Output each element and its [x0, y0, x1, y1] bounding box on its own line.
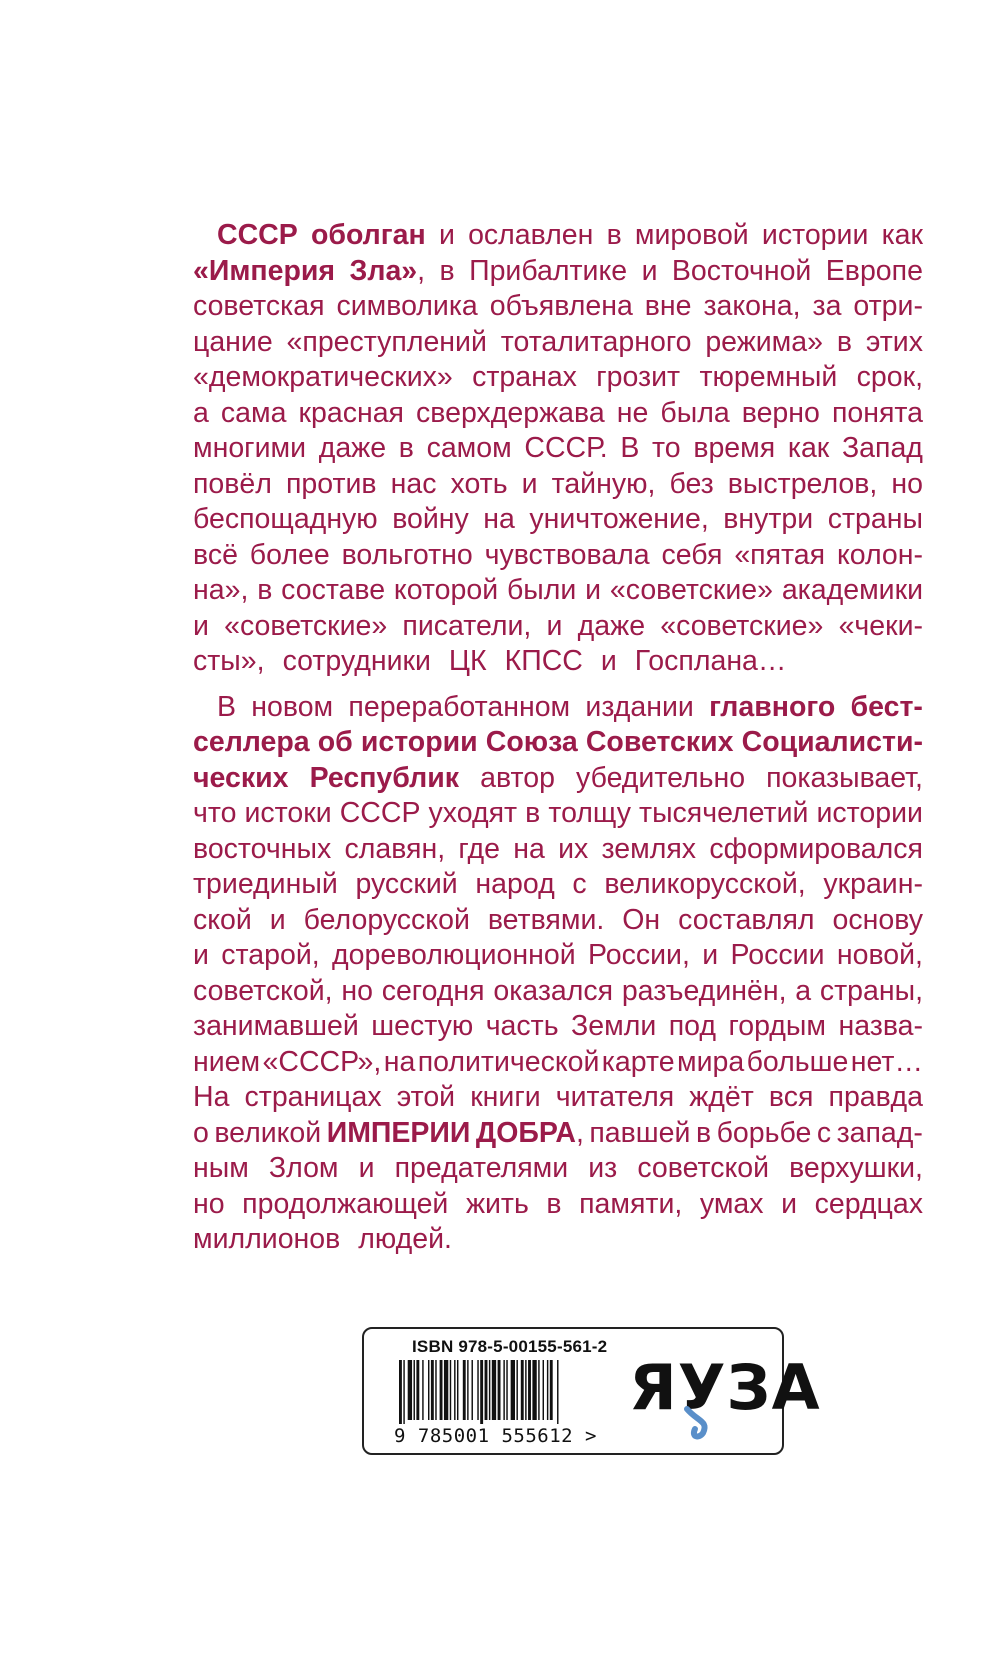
- text-line: [193, 467, 923, 503]
- word: В: [620, 432, 640, 464]
- word: в: [439, 254, 455, 287]
- word: оболган: [310, 219, 426, 251]
- barcode-bar: [485, 1360, 488, 1420]
- text-line: [193, 254, 923, 290]
- barcode-bar: [532, 1360, 536, 1420]
- word: тысячелетий: [639, 797, 809, 829]
- word: нет…: [850, 1045, 923, 1078]
- word: ждёт: [689, 1081, 754, 1113]
- text-line: [193, 289, 923, 325]
- word: режима»: [705, 325, 823, 358]
- word: и: [521, 467, 538, 500]
- word: умах: [699, 1187, 764, 1220]
- barcode-bar: [525, 1360, 526, 1420]
- word: советской: [637, 1152, 770, 1184]
- word: многими: [193, 432, 307, 464]
- word: советская: [193, 290, 325, 322]
- word: в: [606, 219, 622, 251]
- word: ческих: [193, 761, 289, 794]
- barcode-bar: [472, 1360, 473, 1420]
- barcode-bar: [444, 1360, 448, 1420]
- word: шестую: [371, 1010, 474, 1042]
- word: На: [193, 1081, 230, 1113]
- word: «советские»: [609, 574, 773, 606]
- word: хоть: [450, 467, 508, 500]
- word: за: [812, 290, 842, 322]
- word: Социалисти-: [741, 726, 923, 758]
- word: «демократических»: [193, 361, 453, 393]
- word: сотрудники: [282, 645, 431, 677]
- word: самом: [426, 432, 512, 464]
- text-line: [193, 360, 923, 396]
- word: «преступлений: [286, 325, 487, 358]
- word: срок,: [856, 361, 923, 393]
- word: часть: [485, 1010, 559, 1042]
- word: повёл: [193, 467, 272, 500]
- word: из: [588, 1152, 618, 1184]
- barcode-bar: [516, 1360, 517, 1420]
- word: карте: [601, 1045, 675, 1078]
- barcode-bar: [543, 1360, 544, 1420]
- word: советской,: [193, 974, 333, 1007]
- word: страницах: [244, 1081, 382, 1113]
- word: вся: [768, 1081, 814, 1113]
- text-line: [193, 832, 923, 868]
- word: дореволюционной: [332, 939, 576, 971]
- word: России: [730, 939, 825, 971]
- word: в: [836, 325, 852, 358]
- word: ветвями.: [487, 903, 605, 936]
- word: украин-: [823, 868, 923, 900]
- word: колон-: [836, 538, 923, 571]
- word: тайную,: [551, 467, 656, 500]
- word: «чеки-: [838, 609, 923, 642]
- word: и: [781, 1187, 798, 1220]
- barcode-bar: [403, 1360, 404, 1424]
- word: Злом: [268, 1152, 339, 1184]
- text-line: [193, 502, 923, 538]
- word: то: [652, 432, 681, 464]
- paragraph-2: [193, 690, 923, 1258]
- word: мира: [676, 1045, 745, 1078]
- text-line: [193, 396, 923, 432]
- word: без: [669, 467, 714, 500]
- word: Восточной: [671, 254, 812, 287]
- word: издании: [585, 690, 694, 723]
- barcode-bar: [450, 1360, 451, 1420]
- word: триединый: [193, 868, 338, 900]
- word: мировой: [634, 219, 749, 251]
- word: борьбе: [716, 1116, 812, 1149]
- barcode-bar: [492, 1360, 496, 1420]
- word: были: [506, 574, 577, 606]
- word: составлял: [678, 903, 815, 936]
- word: «советские»: [660, 609, 824, 642]
- word: продолжающей: [242, 1187, 449, 1220]
- word: русский: [355, 868, 458, 900]
- word: академики: [781, 574, 923, 606]
- word: и: [641, 254, 658, 287]
- word: цание: [193, 325, 273, 358]
- word: сты»,: [193, 645, 265, 677]
- barcode-bar: [414, 1360, 415, 1420]
- word: в: [398, 432, 414, 464]
- word: бест-: [850, 690, 923, 723]
- barcode-sticker: [362, 1327, 821, 1455]
- word: а: [193, 396, 209, 429]
- word: красная: [298, 396, 404, 429]
- word: под: [668, 1010, 717, 1042]
- word: и: [585, 574, 602, 606]
- word: Он: [622, 903, 661, 936]
- word: «СССР»,: [262, 1045, 382, 1078]
- word: жить: [465, 1187, 529, 1220]
- word: в: [257, 574, 273, 606]
- word: назва-: [838, 1010, 923, 1042]
- word: этой: [396, 1081, 456, 1113]
- word: СССР.: [524, 432, 608, 464]
- word: которой: [393, 574, 499, 606]
- text-line: [193, 761, 923, 797]
- word: старой,: [221, 939, 320, 971]
- word: на: [383, 1045, 416, 1078]
- text-line: [193, 1116, 923, 1152]
- word: истории: [360, 726, 478, 758]
- word: вольготно: [341, 538, 473, 571]
- word: новом: [251, 690, 334, 723]
- word: выстрелов,: [727, 467, 878, 500]
- barcode-bar: [416, 1360, 419, 1420]
- text-line: [193, 690, 923, 726]
- word: беспощадную: [193, 503, 378, 535]
- word: отри-: [853, 290, 923, 322]
- word: но: [341, 974, 373, 1007]
- barcode-bar: [557, 1360, 558, 1424]
- word: селлера: [193, 726, 310, 758]
- text-line: [193, 644, 923, 680]
- word: уничтожение,: [529, 503, 709, 535]
- word: верхушки,: [789, 1152, 923, 1184]
- word: и: [546, 609, 563, 642]
- word: землях: [601, 832, 697, 865]
- barcode-bar: [435, 1360, 436, 1420]
- word: как: [787, 432, 830, 464]
- word: оказался: [493, 974, 614, 1007]
- word: но: [193, 1187, 225, 1220]
- word: сама: [220, 396, 287, 429]
- word: сформировался: [709, 832, 923, 865]
- word: против: [285, 467, 377, 500]
- word: внутри: [723, 503, 814, 535]
- isbn-label: ISBN 978-5-00155-561-2: [412, 1337, 608, 1356]
- word: и: [702, 939, 719, 971]
- word: тоталитарного: [500, 325, 692, 358]
- word: сегодня: [381, 974, 485, 1007]
- barcode-bar: [477, 1360, 478, 1420]
- word: даже: [318, 432, 387, 464]
- word: книги: [470, 1081, 541, 1113]
- text-line: [193, 938, 923, 974]
- word: правда: [828, 1081, 923, 1113]
- word: ным: [193, 1152, 249, 1184]
- word: и: [358, 1152, 375, 1184]
- word: понята: [831, 396, 923, 429]
- word: составе: [281, 574, 386, 606]
- barcode-digits: 9 785001 555612 >: [394, 1425, 597, 1447]
- word: ИМПЕРИИ: [326, 1116, 471, 1149]
- word: уходят: [428, 797, 518, 829]
- text-line: [193, 1045, 923, 1081]
- barcode-bar: [528, 1360, 531, 1420]
- wave-icon: [629, 1351, 769, 1441]
- word: белорусской: [303, 903, 470, 936]
- word: ославлен: [468, 219, 594, 251]
- barcode-bar: [408, 1360, 412, 1420]
- word: Европе: [825, 254, 923, 287]
- word: на: [483, 503, 515, 535]
- word: Прибалтике: [469, 254, 628, 287]
- word: и: [269, 903, 286, 936]
- word: миллионов: [193, 1223, 341, 1255]
- word: но: [891, 467, 923, 500]
- barcode-bar: [503, 1360, 504, 1420]
- word: В: [217, 690, 237, 723]
- text-line: [193, 431, 923, 467]
- text-line: [193, 1222, 923, 1258]
- word: тюремный: [699, 361, 838, 393]
- word: России,: [588, 939, 690, 971]
- word: Зла»,: [349, 254, 426, 287]
- word: толщу: [548, 797, 631, 829]
- word: в: [546, 1187, 562, 1220]
- word: и: [600, 645, 617, 677]
- word: верно: [741, 396, 820, 429]
- word: занимавшей: [193, 1010, 359, 1042]
- word: нием: [193, 1045, 261, 1078]
- word: на: [513, 832, 545, 865]
- word: вне: [644, 290, 692, 322]
- word: ской: [193, 903, 252, 936]
- barcode-bar: [511, 1360, 515, 1420]
- word: убедительно: [576, 761, 746, 794]
- word: и: [193, 939, 209, 971]
- barcode-bar: [431, 1360, 434, 1420]
- publisher-logo: [629, 1351, 821, 1441]
- word: предателями: [394, 1152, 569, 1184]
- word: ЦК: [448, 645, 487, 677]
- barcode-bar: [521, 1360, 524, 1420]
- word: читателя: [555, 1081, 675, 1113]
- barcode-bar: [457, 1360, 458, 1420]
- barcode-icon: [399, 1360, 599, 1424]
- text-line: [193, 1187, 923, 1223]
- word: символика: [336, 290, 478, 322]
- word: сердцах: [814, 1187, 923, 1220]
- text-line: [193, 1009, 923, 1045]
- word: этих: [865, 325, 923, 358]
- barcode-bar: [399, 1360, 402, 1424]
- word: Земли: [571, 1010, 657, 1042]
- word: более: [249, 538, 330, 571]
- text-line: [193, 573, 923, 609]
- word: СССР: [339, 797, 421, 829]
- word: чувствовала: [484, 538, 650, 571]
- word: показывает,: [766, 761, 923, 794]
- text-line: [193, 609, 923, 645]
- word: автор: [480, 761, 555, 794]
- word: славян,: [344, 832, 446, 865]
- word: основу: [832, 903, 923, 936]
- text-line: [193, 218, 923, 254]
- barcode-bar: [547, 1360, 548, 1420]
- word: закона,: [703, 290, 801, 322]
- word: где: [458, 832, 500, 865]
- word: Советских: [585, 726, 734, 758]
- word: страны: [827, 503, 923, 535]
- barcode-bar: [428, 1360, 429, 1420]
- word: нас: [390, 467, 437, 500]
- word: гордым: [728, 1010, 827, 1042]
- word: писатели,: [402, 609, 532, 642]
- barcode-bar: [480, 1360, 483, 1424]
- text-line: [193, 796, 923, 832]
- barcode-bar: [538, 1360, 539, 1420]
- word: была: [660, 396, 730, 429]
- text-line: [193, 325, 923, 361]
- word: «Империя: [193, 254, 336, 287]
- barcode-bar: [422, 1360, 423, 1420]
- word: народ: [475, 868, 555, 900]
- paragraph-1: [193, 218, 923, 680]
- word: войну: [392, 503, 469, 535]
- word: Республик: [309, 761, 460, 794]
- word: в: [695, 1116, 712, 1149]
- word: и: [438, 219, 455, 251]
- word: великорусской,: [604, 868, 806, 900]
- word: памяти,: [579, 1187, 683, 1220]
- word: восточных: [193, 832, 332, 865]
- word: время: [693, 432, 776, 464]
- word: больше: [746, 1045, 849, 1078]
- text-line: [193, 725, 923, 761]
- word: «пятая: [734, 538, 826, 571]
- barcode-bar: [506, 1360, 507, 1420]
- word: на»,: [193, 574, 249, 606]
- publisher-logo-text: ЯУЗА: [629, 1351, 821, 1424]
- word: даже: [577, 609, 646, 642]
- word: их: [558, 832, 589, 865]
- word: о: [193, 1116, 209, 1149]
- word: грозит: [596, 361, 681, 393]
- barcode-bar: [498, 1360, 501, 1420]
- text-line: [193, 974, 923, 1010]
- word: объявлена: [489, 290, 633, 322]
- word: политической: [417, 1045, 600, 1078]
- text-line: [193, 1080, 923, 1116]
- word: Госплана…: [634, 645, 787, 677]
- text-line: [193, 903, 923, 939]
- text-line: [193, 867, 923, 903]
- word: КПСС: [504, 645, 583, 677]
- word: главного: [709, 690, 836, 723]
- barcode-bar: [463, 1360, 466, 1420]
- word: Запад: [841, 432, 923, 464]
- back-cover-annotation: [193, 218, 923, 1258]
- barcode-bar: [440, 1360, 443, 1420]
- word: СССР: [217, 219, 298, 251]
- word: и: [193, 609, 209, 642]
- word: странах: [472, 361, 577, 393]
- barcode-bar: [467, 1360, 468, 1420]
- text-line: [193, 1151, 923, 1187]
- word: запад-: [836, 1116, 923, 1149]
- barcode-bar: [454, 1360, 455, 1420]
- word: себя: [661, 538, 723, 571]
- word: Союза: [485, 726, 578, 758]
- text-line: [193, 538, 923, 574]
- word: истоки: [244, 797, 332, 829]
- word: павшей: [589, 1116, 691, 1149]
- word: истории: [761, 219, 869, 251]
- word: переработанном: [348, 690, 571, 723]
- word: истории: [816, 797, 923, 829]
- word: «советские»: [224, 609, 388, 642]
- word: ДОБРА,: [475, 1116, 584, 1149]
- barcode-bar: [550, 1360, 553, 1420]
- word: как: [881, 219, 923, 251]
- word: разъединён,: [621, 974, 787, 1007]
- word: а: [795, 974, 812, 1007]
- barcode-bar: [489, 1360, 490, 1420]
- word: всё: [193, 538, 238, 571]
- word: страны,: [819, 974, 923, 1007]
- word: с: [816, 1116, 832, 1149]
- word: новой,: [836, 939, 923, 971]
- word: великой: [214, 1116, 322, 1149]
- word: что: [193, 797, 237, 829]
- word: не: [616, 396, 649, 429]
- word: об: [317, 726, 353, 758]
- word: людей.: [358, 1223, 452, 1255]
- word: с: [572, 868, 587, 900]
- word: в: [525, 797, 541, 829]
- word: сверхдержава: [416, 396, 605, 429]
